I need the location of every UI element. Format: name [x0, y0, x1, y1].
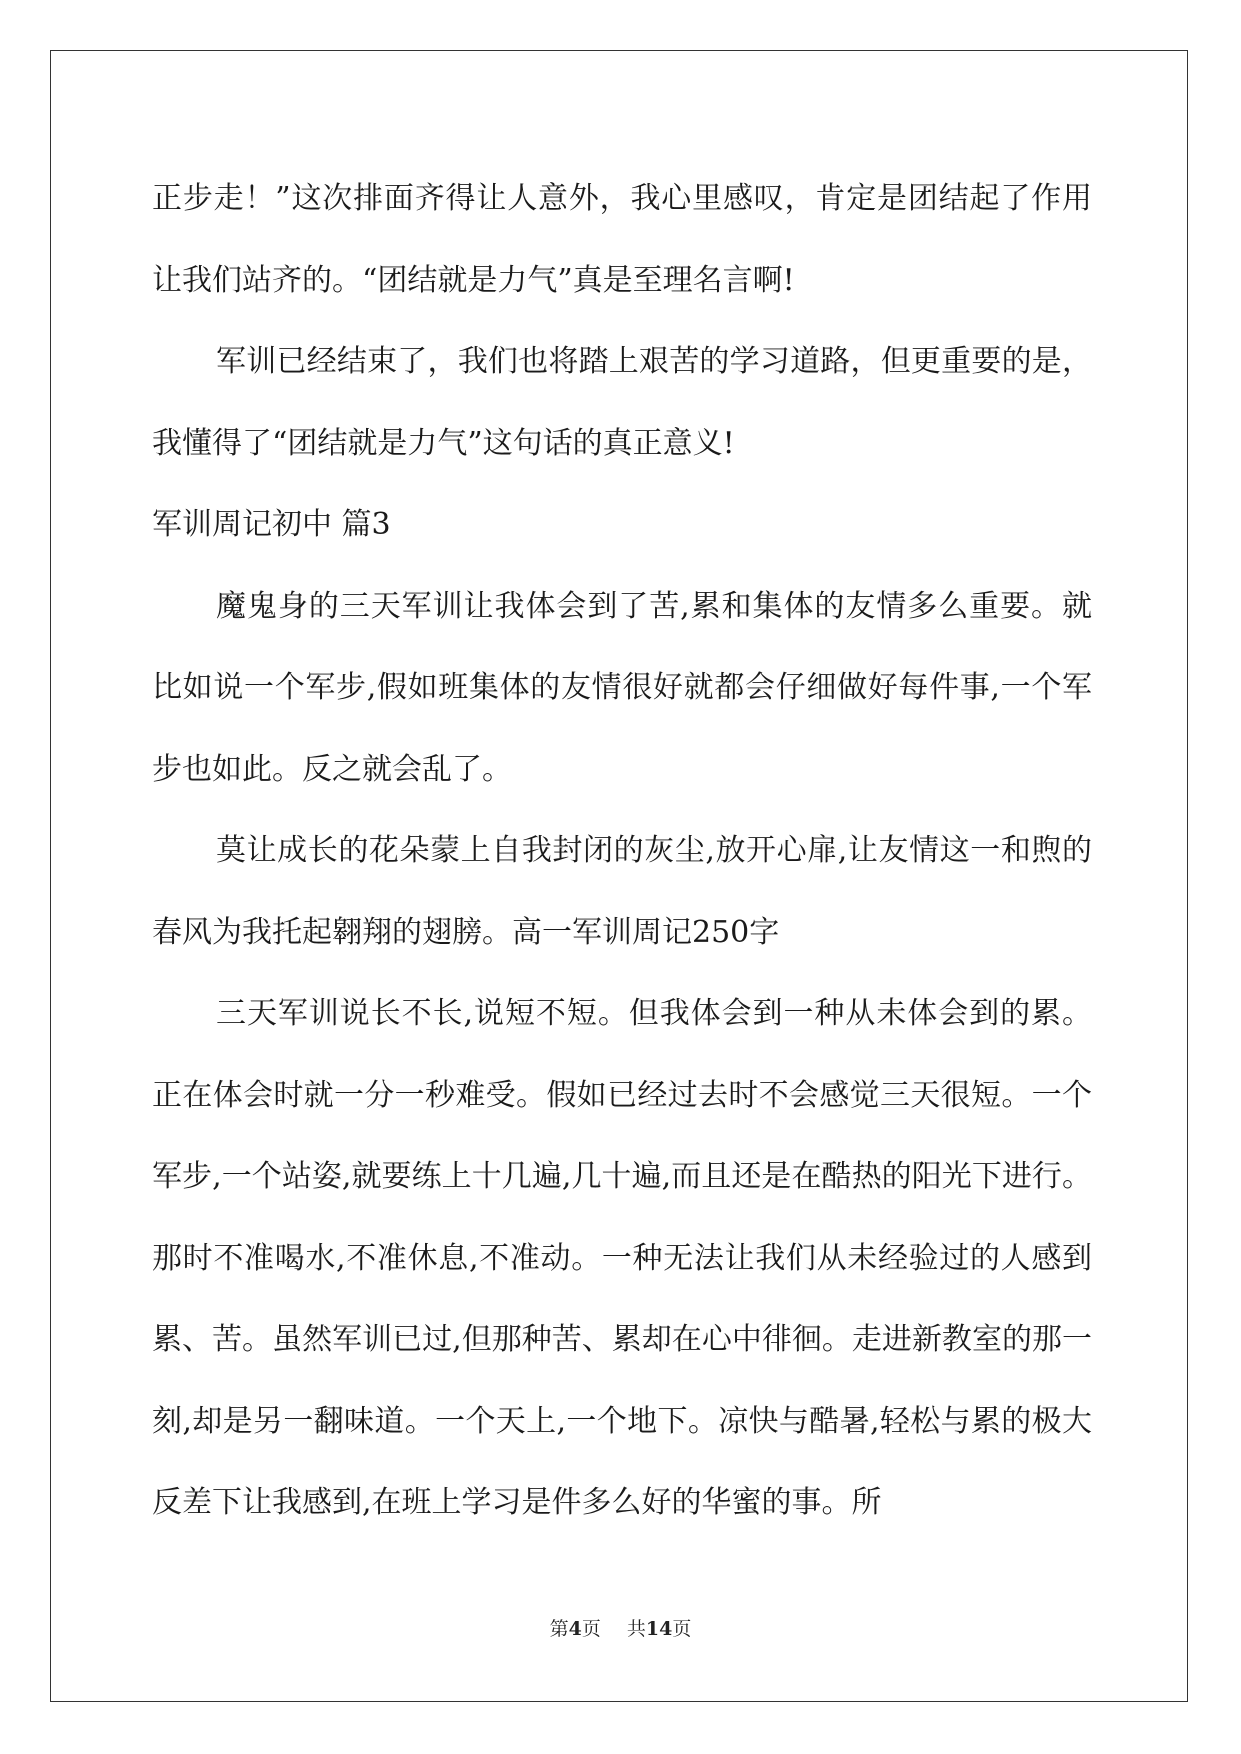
- page-footer: [0, 1614, 1241, 1641]
- page-prefix: 第: [549, 1618, 569, 1640]
- total-prefix: 共: [626, 1618, 646, 1640]
- paragraph-4: 莫让成长的花朵蒙上自我封闭的灰尘,放开心扉,让友情这一和煦的春风为我托起翱翔的翅膀。高一军训周记250字: [152, 833, 1092, 950]
- page-current: 4: [568, 1618, 582, 1640]
- document-body: [152, 158, 1092, 1544]
- page-suffix: 页: [581, 1618, 601, 1640]
- paragraph-5: 三天军训说长不长,说短不短。但我体会到一种从未体会到的累。正在体会时就一分一秒难受。假如已经过去时不会感觉三天很短。一个军步,一个站姿,就要练上十几遍,几十遍,而且还是在酷热的阳光下进行。那时不准喝水,不准休息,不准动。一种无法让我们从未经验过的人感到累、苦。虽然军训已过,但那种苦、累却在心中徘徊。走进新教室的那一刻,却是另一翻味道。一个天上,一个地下。凉快与酷暑,轻松与累的极大反差下让我感到,在班上学习是件多么好的华蜜的事。所: [152, 996, 1092, 1520]
- section-heading: 军训周记初中 篇3: [152, 507, 391, 542]
- paragraph-3: 魔鬼身的三天军训让我体会到了苦,累和集体的友情多么重要。就比如说一个军步,假如班集体的友情很好就都会仔细做好每件事,一个军步也如此。反之就会乱了。: [152, 588, 1092, 787]
- paragraph-2: 军训已经结束了，我们也将踏上艰苦的学习道路，但更重要的是，我懂得了“团结就是力气”这句话的真正意义!: [152, 344, 1092, 461]
- page-total: 14: [645, 1618, 673, 1640]
- paragraph-1: 正步走！”这次排面齐得让人意外，我心里感叹，肯定是团结起了作用让我们站齐的。“团结就是力气”真是至理名言啊!: [152, 181, 1092, 298]
- total-suffix: 页: [672, 1618, 692, 1640]
